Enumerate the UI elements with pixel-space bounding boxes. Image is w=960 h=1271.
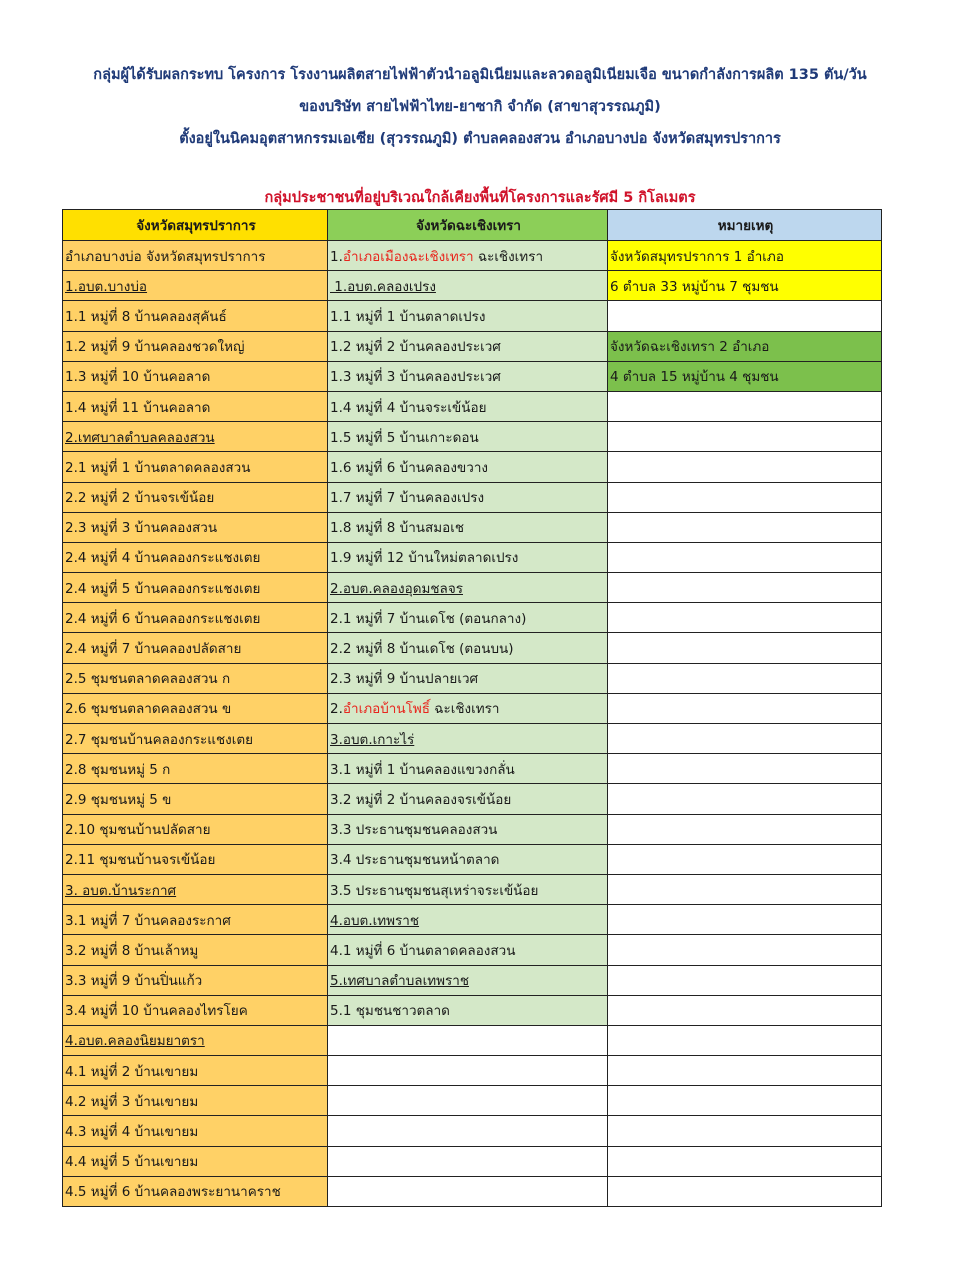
document-title-line1: กลุ่มผู้ได้รับผลกระทบ โครงการ โรงงานผลิตสายไฟฟ้าตัวนำอลูมิเนียมและลวดอลูมิเนียมเจือ ขนาดกำลังการผลิต 135 ตัน/วัน <box>93 67 867 83</box>
table-row <box>63 1116 882 1146</box>
chachoengsao-cell: 1.อบต.คลองเปรง <box>328 271 608 301</box>
chachoengsao-cell: 1.4 หมู่ที่ 4 บ้านจระเข้น้อย <box>328 391 608 421</box>
samut-prakan-cell: 1.4 หมู่ที่ 11 บ้านคอลาด <box>63 391 328 421</box>
chachoengsao-cell: 4.อบต.เทพราช <box>328 905 608 935</box>
chachoengsao-cell: 1.9 หมู่ที่ 12 บ้านใหม่ตลาดเปรง <box>328 542 608 572</box>
chachoengsao-cell: 5.เทศบาลตำบลเทพราช <box>328 965 608 995</box>
table-row <box>63 663 882 693</box>
samut-prakan-cell: 1.อบต.บางบ่อ <box>63 271 328 301</box>
remark-cell <box>608 1116 882 1146</box>
table-row <box>63 241 882 271</box>
samut-prakan-cell: 2.8 ชุมชนหมู่ 5 ก <box>63 754 328 784</box>
chachoengsao-cell <box>328 1176 608 1206</box>
samut-prakan-cell: 3.3 หมู่ที่ 9 บ้านปิ่นแก้ว <box>63 965 328 995</box>
chachoengsao-cell: 3.อบต.เกาะไร่ <box>328 724 608 754</box>
samut-prakan-cell: 2.4 หมู่ที่ 6 บ้านคลองกระแชงเตย <box>63 603 328 633</box>
remark-cell <box>608 844 882 874</box>
chachoengsao-cell: 1.5 หมู่ที่ 5 บ้านเกาะดอน <box>328 422 608 452</box>
remark-cell <box>608 512 882 542</box>
chachoengsao-cell <box>328 1116 608 1146</box>
chachoengsao-cell <box>328 1146 608 1176</box>
district-number: 1. <box>330 248 343 265</box>
table-row <box>63 422 882 452</box>
samut-prakan-cell: อำเภอบางบ่อ จังหวัดสมุทรปราการ <box>63 241 328 271</box>
chachoengsao-cell: 3.1 หมู่ที่ 1 บ้านคลองแขวงกลั่น <box>328 754 608 784</box>
table-row <box>63 633 882 663</box>
document-title-line3: ตั้งอยู่ในนิคมอุตสาหกรรมเอเซีย (สุวรรณภูมิ) ตำบลคลองสวน อำเภอบางบ่อ จังหวัดสมุทรปราการ <box>179 131 781 147</box>
remark-cell <box>608 724 882 754</box>
table-row <box>63 965 882 995</box>
chachoengsao-cell: 3.2 หมู่ที่ 2 บ้านคลองจรเข้น้อย <box>328 784 608 814</box>
table-row <box>63 995 882 1025</box>
table-row <box>63 844 882 874</box>
samut-prakan-cell: 1.1 หมู่ที่ 8 บ้านคลองสุคันธ์ <box>63 301 328 331</box>
samut-prakan-cell: 2.11 ชุมชนบ้านจรเข้น้อย <box>63 844 328 874</box>
chachoengsao-cell <box>328 1086 608 1116</box>
table-row <box>63 512 882 542</box>
table-row <box>63 754 882 784</box>
remark-cell <box>608 1086 882 1116</box>
remark-cell <box>608 452 882 482</box>
chachoengsao-cell: 1.3 หมู่ที่ 3 บ้านคลองประเวศ <box>328 361 608 391</box>
remark-cell <box>608 935 882 965</box>
samut-prakan-cell: 3.2 หมู่ที่ 8 บ้านเล้าหมู <box>63 935 328 965</box>
header-samut-prakan: จังหวัดสมุทรปราการ <box>63 210 328 241</box>
table-row <box>63 271 882 301</box>
samut-prakan-cell: 2.7 ชุมชนบ้านคลองกระแชงเตย <box>63 724 328 754</box>
remark-cell <box>608 603 882 633</box>
remark-cell: จังหวัดสมุทรปราการ 1 อำเภอ <box>608 241 882 271</box>
table-row <box>63 482 882 512</box>
remark-cell <box>608 965 882 995</box>
samut-prakan-cell: 4.4 หมู่ที่ 5 บ้านเขายม <box>63 1146 328 1176</box>
chachoengsao-cell: 3.4 ประธานชุมชนหน้าตลาด <box>328 844 608 874</box>
remark-cell <box>608 814 882 844</box>
chachoengsao-cell: 3.5 ประธานชุมชนสุเหร่าจระเข้น้อย <box>328 874 608 904</box>
remark-cell <box>608 784 882 814</box>
remark-cell <box>608 573 882 603</box>
remark-cell <box>608 874 882 904</box>
header-remarks: หมายเหตุ <box>608 210 882 241</box>
samut-prakan-cell: 2.เทศบาลตำบลคลองสวน <box>63 422 328 452</box>
table-row <box>63 1086 882 1116</box>
province-name: ฉะเชิงเทรา <box>473 248 544 265</box>
samut-prakan-cell: 4.5 หมู่ที่ 6 บ้านคลองพระยานาคราช <box>63 1176 328 1206</box>
remark-cell <box>608 905 882 935</box>
samut-prakan-cell: 3. อบต.บ้านระกาศ <box>63 874 328 904</box>
table-row <box>63 542 882 572</box>
remark-cell: 4 ตำบล 15 หมู่บ้าน 4 ชุมชน <box>608 361 882 391</box>
chachoengsao-cell: 2.อบต.คลองอุดมชลจร <box>328 573 608 603</box>
samut-prakan-cell: 2.4 หมู่ที่ 7 บ้านคลองปลัดสาย <box>63 633 328 663</box>
remark-cell <box>608 754 882 784</box>
samut-prakan-cell: 2.10 ชุมชนบ้านปลัดสาย <box>63 814 328 844</box>
table-row <box>63 874 882 904</box>
samut-prakan-cell: 2.3 หมู่ที่ 3 บ้านคลองสวน <box>63 512 328 542</box>
samut-prakan-cell: 2.6 ชุมชนตลาดคลองสวน ข <box>63 693 328 723</box>
table-row <box>63 603 882 633</box>
table-row <box>63 784 882 814</box>
samut-prakan-cell: 4.2 หมู่ที่ 3 บ้านเขายม <box>63 1086 328 1116</box>
chachoengsao-cell: 2.2 หมู่ที่ 8 บ้านเดโช (ตอนบน) <box>328 633 608 663</box>
remark-cell: จังหวัดฉะเชิงเทรา 2 อำเภอ <box>608 331 882 361</box>
table-row <box>63 1056 882 1086</box>
table-row <box>63 1025 882 1055</box>
samut-prakan-cell: 4.3 หมู่ที่ 4 บ้านเขายม <box>63 1116 328 1146</box>
province-name: ฉะเชิงเทรา <box>429 701 500 718</box>
remark-cell <box>608 422 882 452</box>
chachoengsao-cell <box>328 241 608 271</box>
table-row <box>63 301 882 331</box>
remark-cell <box>608 663 882 693</box>
table-subtitle: กลุ่มประชาชนที่อยู่บริเวณใกล้เคียงพื้นที่โครงการและรัศมี 5 กิโลเมตร <box>264 190 696 206</box>
district-name-red: อำเภอบ้านโพธิ์ <box>342 701 430 718</box>
table-row <box>63 724 882 754</box>
samut-prakan-cell: 2.1 หมู่ที่ 1 บ้านตลาดคลองสวน <box>63 452 328 482</box>
samut-prakan-cell: 2.2 หมู่ที่ 2 บ้านจรเข้น้อย <box>63 482 328 512</box>
chachoengsao-cell: 1.6 หมู่ที่ 6 บ้านคลองขวาง <box>328 452 608 482</box>
chachoengsao-cell: 2.1 หมู่ที่ 7 บ้านเดโช (ตอนกลาง) <box>328 603 608 633</box>
remark-cell <box>608 693 882 723</box>
samut-prakan-cell: 2.5 ชุมชนตลาดคลองสวน ก <box>63 663 328 693</box>
table-row <box>63 452 882 482</box>
remark-cell <box>608 301 882 331</box>
district-name-red: อำเภอเมืองฉะเชิงเทรา <box>342 248 474 265</box>
chachoengsao-cell: 1.1 หมู่ที่ 1 บ้านตลาดเปรง <box>328 301 608 331</box>
header-chachoengsao: จังหวัดฉะเชิงเทรา <box>328 210 608 241</box>
samut-prakan-cell: 4.อบต.คลองนิยมยาตรา <box>63 1025 328 1055</box>
samut-prakan-cell: 1.3 หมู่ที่ 10 บ้านคอลาด <box>63 361 328 391</box>
affected-groups-table <box>62 209 882 1207</box>
table-row <box>63 905 882 935</box>
remark-cell <box>608 1146 882 1176</box>
samut-prakan-cell: 1.2 หมู่ที่ 9 บ้านคลองชวดใหญ่ <box>63 331 328 361</box>
remark-cell <box>608 1025 882 1055</box>
chachoengsao-cell: 1.7 หมู่ที่ 7 บ้านคลองเปรง <box>328 482 608 512</box>
chachoengsao-cell: 2.3 หมู่ที่ 9 บ้านปลายเวศ <box>328 663 608 693</box>
chachoengsao-cell <box>328 1056 608 1086</box>
table-row <box>63 573 882 603</box>
remark-cell: 6 ตำบล 33 หมู่บ้าน 7 ชุมชน <box>608 271 882 301</box>
table-row <box>63 361 882 391</box>
district-number: 2. <box>330 701 343 718</box>
table-row <box>63 1176 882 1206</box>
remark-cell <box>608 1176 882 1206</box>
samut-prakan-cell: 2.9 ชุมชนหมู่ 5 ข <box>63 784 328 814</box>
remark-cell <box>608 633 882 663</box>
remark-cell <box>608 482 882 512</box>
samut-prakan-cell: 4.1 หมู่ที่ 2 บ้านเขายม <box>63 1056 328 1086</box>
chachoengsao-cell: 4.1 หมู่ที่ 6 บ้านตลาดคลองสวน <box>328 935 608 965</box>
chachoengsao-cell: 5.1 ชุมชนชาวตลาด <box>328 995 608 1025</box>
table-row <box>63 693 882 723</box>
samut-prakan-cell: 3.1 หมู่ที่ 7 บ้านคลองระกาศ <box>63 905 328 935</box>
remark-cell <box>608 1056 882 1086</box>
remark-cell <box>608 391 882 421</box>
samut-prakan-cell: 2.4 หมู่ที่ 5 บ้านคลองกระแชงเตย <box>63 573 328 603</box>
samut-prakan-cell: 2.4 หมู่ที่ 4 บ้านคลองกระแชงเตย <box>63 542 328 572</box>
chachoengsao-cell: 1.2 หมู่ที่ 2 บ้านคลองประเวศ <box>328 331 608 361</box>
document-title-line2: ของบริษัท สายไฟฟ้าไทย-ยาซากิ จำกัด (สาขาสุวรรณภูมิ) <box>299 99 661 115</box>
chachoengsao-cell <box>328 1025 608 1055</box>
samut-prakan-cell: 3.4 หมู่ที่ 10 บ้านคลองไทรโยค <box>63 995 328 1025</box>
table-row <box>63 391 882 421</box>
table-header-row <box>63 210 882 241</box>
remark-cell <box>608 542 882 572</box>
chachoengsao-cell: 1.8 หมู่ที่ 8 บ้านสมอเช <box>328 512 608 542</box>
remark-cell <box>608 995 882 1025</box>
table-row <box>63 814 882 844</box>
table-row <box>63 331 882 361</box>
table-row <box>63 1146 882 1176</box>
chachoengsao-cell <box>328 693 608 723</box>
chachoengsao-cell: 3.3 ประธานชุมชนคลองสวน <box>328 814 608 844</box>
table-row <box>63 935 882 965</box>
